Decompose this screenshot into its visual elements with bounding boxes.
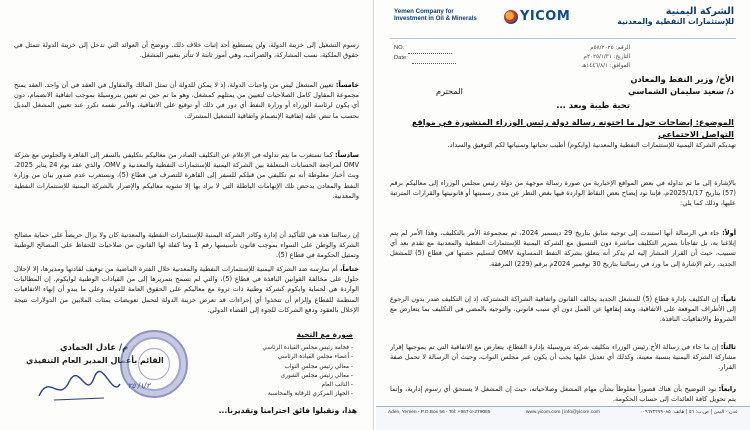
logo-mark-icon — [504, 10, 518, 24]
paragraph-fourth: رابعاً: نود التوضيح بأن هناك قصوراً مغلوطاً بشأن مهام المشغل وصلاحياته، حيث إن المشغل لا يستحق أي رسوم إدارية، وإنما يتم تحويل كافة العائدات إلى حساب الحكومة. — [390, 385, 736, 404]
paragraph-fifth: خامساً: تعيين المشغل ليس من واجبات الدولة، إذ لا يمكن للدولة أن تمثل المالك والمقاول في العقد في آن واحد. العقد يمنح مجموعة المقاول كامل الصلاحيات لتعيين من يمثلهم كمشغل، وهو ما تم حين تم تعيين بتروسيلة بموجب اتفاقية الانضمام، دون أي يكون لرئاسة الوزراء أو وزارة النفط أي دور في ذلك أو توقيع على الاتفاقية، والأمر نفسه تكرر عند تعيين المشغل البديل بحسب ما تنص عليه إتفاقية الإنضمام واتفاقية التشغيل المشترك. — [14, 81, 359, 120]
stamp-center — [138, 348, 170, 380]
ref-date-label: Date: — [394, 54, 408, 61]
letterhead-english: Yemen Company for Investment in Oil & Minerals — [394, 8, 477, 22]
signer-name: م/ عادل الحمادي — [60, 342, 129, 352]
letter-subject: الموضوع: إيضاحات حول ما احتوته رسالة دولة رئيس الوزراء المنشورة في مواقع التواصل الاجتماعي — [411, 117, 734, 140]
cc-list-item: - معالي رئيس مجلس الشورى — [280, 372, 353, 379]
paragraph-sixth: سادساً: كما نستغرب ما يتم تداوله في الإعلام عن التكليف الصادر من معاليكم بتكليفي بالسفر إلى القاهرة والجلوس مع شركة OMV لمراجعة الحسابات المتعلقة بين الشركة اليمنية للإستثمارات النفطية والمعدنية و OMV، والذي عقد يوم 24 يناير 2025، وبث أخبار مغلوطة أنه تم تكليفي من قبلكم للسفر إلى القاهرة للتصرف في قطاع (5)، ونستغرب عدم صدور بيان من وزارة النفط والمعادن يدحض تلك الإتهامات الباطلة التي لا يراد بها إلا تشويه معاليكم والإضرار بالشركة اليمنية للإستثمارات النفطية والمعدنية. — [14, 151, 359, 200]
letter-page-2 — [0, 0, 374, 430]
signature-icon — [34, 368, 124, 408]
closing-remark: هذا، وتقبلوا فائق احترامنا وتقديرنا... — [218, 406, 357, 415]
letter-page-1 — [376, 0, 750, 430]
recipient-title: الأخ/ وزير النفط والمعادن — [630, 74, 734, 84]
paragraph-emphasis: إن رسالتنا هذه هي للتأكيد أن إدارة وكادر الشركة اليمنية للإستثمارات النفطية والمعدنية كان ولا يزال حريصاً على حماية مصالح الشركة والوطن على السواء بموجب قانون تأسيسها رقم 1 وما كفلة لها القانون من صلاحيات للحفاظ على المصالح الوطنية وتمثيل الحكومة في قطاع (5). — [14, 231, 359, 260]
ref-number-label: NO. — [394, 45, 405, 51]
paragraph-greeting: تهديكم الشركة اليمنية للإستثمارات النفطية والمعدنية (وايكوم) أطيب تحياتها وتمنياتها لكم التوفيق والسداد. — [447, 141, 736, 149]
recipient-name: د/ سعيد سليمان الشماسي — [628, 86, 734, 96]
paragraph-second: ثانياً: إن التكليف بإدارة قطاع (5) للمشغل الجديد يخالف القانون واتفاقية الشراكة المشتركة، إذ إن التكليف صدر بدون الرجوع إلى الأطراف الموقعة على الاتفاقية، وبعد إيقافها عن العمل دون أي سبب قانوني، والتوجيه بالمضي في التكليف بما يتعارض مع الشروط والاتفاقيات النافذة. — [390, 295, 736, 324]
footer-address-english: Aden, Yemen - P.O.Box 56 - Tel: +967-2-279085 — [388, 410, 491, 415]
cc-list-item: - الجهاز المركزي للرقابة والمحاسبة — [267, 391, 353, 398]
ref-number-line — [408, 44, 452, 54]
paragraph-lead: ختاماً، — [340, 265, 359, 273]
cc-title: صورة مع التحية — [296, 330, 353, 339]
signer-role: القائم بأعمال المدير العام التنفيذي — [26, 356, 164, 365]
letterhead-arabic: الشركة اليمنية للإستثمارات النفطية والمعدنية — [617, 6, 734, 26]
recipient-honorific: المحترم — [436, 86, 463, 96]
cc-list — [223, 344, 353, 400]
paragraph-lead: أولاً: — [722, 229, 736, 237]
ref-hijri-ar: الموافق: ١٤٤٦/٨/١هـ — [581, 62, 630, 69]
ref-number-ar: الرقم: ٥٨/٢٠٢٥م — [590, 45, 630, 51]
paragraph-lead: ثانياً: — [720, 295, 736, 303]
paragraph-intro-continuation: رسوم التشغيل إلى خزينة الدولة، ولن يستطيع أحد إثبات خلاف ذلك. ونوضح أن العوائد التي تدخل إلى خزينة الدولة تتمثل في حقوق الملكية، نسب المشاركة، والضرائب، وهي أمور ثابتة لا تتأثر بتغيير المشغل. — [14, 41, 359, 60]
cc-list-item: - أعضاء مجلس القيادة الرئاسي — [277, 354, 353, 361]
paragraph-lead: سادساً: — [335, 151, 359, 159]
company-logo — [504, 9, 570, 24]
cc-list-item: - معالي رئيس مجلس النواب — [284, 363, 353, 370]
signature-date: ١/٢/ ٢٥ — [128, 382, 151, 390]
ref-date-line — [412, 54, 456, 64]
footer-address-arabic: عدن - اليمن | ص.ب: ٥٦ | هاتف: ٠٠٩٦٧٢٢٧٩٠٨٥ — [639, 410, 738, 415]
ref-date-ar: التاريخ: ٢٠٢٥/١/٣١م — [583, 53, 630, 60]
letterhead-footer — [376, 406, 750, 430]
footer-contact: www.yicom.com | info@yicom.com — [526, 410, 600, 415]
reference-block — [394, 44, 456, 64]
cc-list-item: - فخامة رئيس مجلس القيادة الرئاسي — [262, 345, 353, 351]
paragraph-reference: بالإشارة إلى ما تم تداوله في بعض المواقع الإخبارية من صورة رسالة موجهة من دولة رئيس مجلس الوزراء إلى معاليكم برقم (57) بتاريخ 2025/1/17م، فإننا نود إيضاح بعض النقاط الواردة فيها بغض النظر عن مدى رسميتها أو قانونيتها والقرارات المترتبة عليها، وذلك كما يلي: — [390, 179, 736, 208]
cc-list-item: - النائب العام — [321, 382, 353, 389]
logo-wordmark: YICOM — [520, 9, 571, 24]
reference-arabic — [582, 44, 630, 71]
greeting: تحية طيبة وبعد ... — [556, 100, 630, 110]
paragraph-third: ثالثاً: إن ما جاء في رسالة الأخ رئيس الوزراء بتكليف شركة بتروسيلة بإدارة القطاع، يتعارض مع الاتفاقية التي تم بموجبها إقرار مشاركة الشركة اليمنية بنسبة معينة، وكذلك أي تعديل عليها يجب أن يكون عبر مجلس النواب، وحيث أن الرسالة لا تحمل صفة القرار. — [390, 343, 736, 372]
header-divider — [390, 38, 736, 39]
paragraph-first: أولاً: جاء في الرسالة أنها استندت إلى توجيه سابق بتاريخ 29 ديسمبر 2024، ثم بمجموعة الأمر بالتكليف، وهذا الأمر لم يتم إبلاغنا به، بل تفاجأنا بتمرير التكليف مباشرة دون التنسيق مع الشركة اليمنية للإستثمارات النفطية والمعدنية مع تقدم بعد أي تسبيب، حيث أن القرار المشار إليه لم يذكر أنه يتعلق بشركة النفط النمساوية OMV لتسليم حصتها في قطاع (5) للمشغل الجديد، رغم الإشارة إلى ما ورد في رسالتنا بتاريخ 30 نوفمبر 2024م برقم (229) المرفقة. — [390, 229, 736, 268]
paragraph-lead: ثالثاً: — [720, 343, 736, 351]
paragraph-lead: خامساً: — [335, 81, 359, 89]
paragraph-conclusion: ختاماً، أم نمارسه ضد الشركة اليمنية للإستثمارات النفطية والمعدنية خلال الفترة الماضية من توقيف لقادتها ومديرها، إلا لإحلال حلول على مخالفة القوانين النافذة في قطاع (5)، والتي لم تسمح بتمريرها إلى من القيادات الوطنية لوايكوم. إن المطالبات الواردة هي لحماية وايكوم كشركة وطنية ذات ثروة مع معاليكم على الحقوق العامة للدولة، وعلى ما يبدو أن إنهاء الاتفاقيات المنظمة للقطاع وإلزام أن تتخذوا أي إجراءات قد تعرض خزينة الدولة لتحمل تعويضات بمئات الملايين من الدولارات نتيجة الإخلال بالعقود ودفع الشركات للجوء إلى القضاء الدولي. — [14, 265, 359, 314]
paragraph-lead: رابعاً: — [718, 385, 736, 393]
